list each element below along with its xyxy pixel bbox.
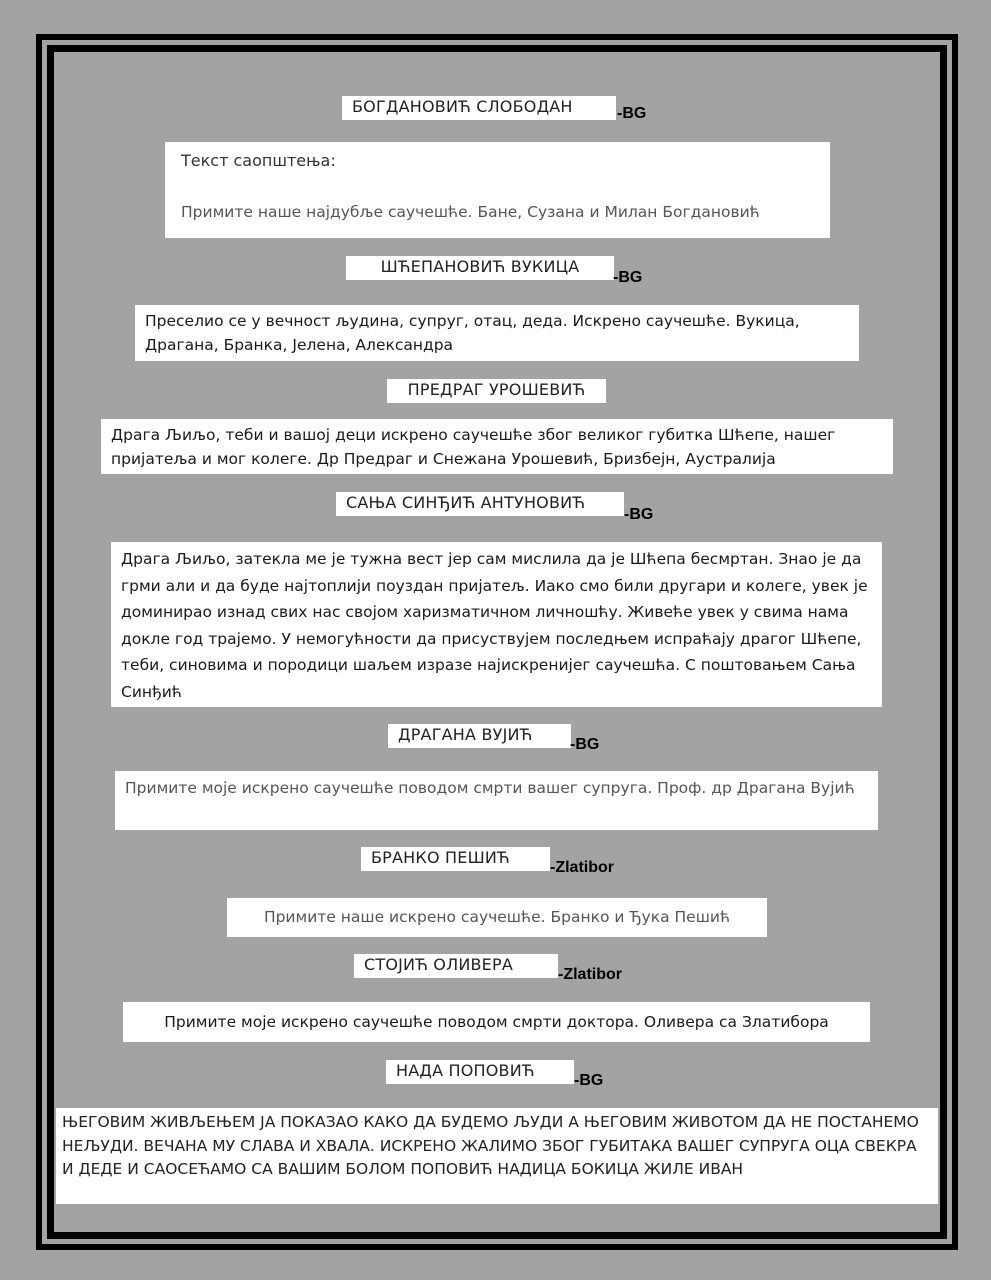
entry-message [227, 898, 767, 937]
entry-name: БРАНКО ПЕШИЋ [361, 847, 550, 871]
entry-name: ПРЕДРАГ УРОШЕВИЋ [387, 379, 606, 403]
entry-name: БОГДАНОВИЋ СЛОБОДАН [342, 96, 616, 120]
message-intro: Текст саопштења: [181, 151, 336, 170]
entry-location: -BG [617, 105, 647, 122]
entry-message [135, 305, 859, 361]
message-text: Примите моје искрено саучешће поводом смрти доктора. Оливера са Златибора [164, 1013, 829, 1031]
message-text: Драга Љиљо, затекла ме је тужна вест јер сам мислила да је Шћепа бесмртан. Знао је да грми али и да буде најтоплији поуздан пријатељ. Иако смо били другари и колеге, увек је доминирао изнад свих нас својом харизматичном личношћу. Живеће увек у свима нама докле год трајемо. У немогућности да присуствујем последњем испраћају драгог Шћепе, теби, синовима и породици шаљем изразе најискренијег саучешћа. С поштовањем Сања Синђић [121, 550, 868, 701]
entry-name: ДРАГАНА ВУЈИЋ [388, 724, 571, 748]
entry-message [56, 1108, 938, 1204]
entry-location: -BG [624, 506, 654, 523]
entry-name: САЊА СИНЂИЋ АНТУНОВИЋ [336, 492, 624, 516]
entry-location: -BG [574, 1072, 604, 1089]
entry-location: -Zlatibor [550, 859, 614, 876]
entry-location: -Zlatibor [558, 966, 622, 983]
message-text: Драга Љиљо, теби и вашој деци искрено саучешће због великог губитка Шћепе, нашег пријатеља и мог колеге. Др Предраг и Снежана Урошевић, Бризбејн, Аустралија [111, 426, 836, 468]
entry-message [101, 419, 893, 474]
entry-location: -BG [613, 269, 643, 286]
message-text: Примите моје искрено саучешће поводом смрти вашег супруга. Проф. др Драгана Вујић [125, 779, 855, 797]
entry-message [123, 1002, 870, 1042]
entry-message [165, 142, 830, 238]
message-text: ЊЕГОВИМ ЖИВЉЕЊЕМ ЈА ПОКАЗАО КАКО ДА БУДЕМО ЉУДИ А ЊЕГОВИМ ЖИВОТОМ ДА НЕ ПОСТАНЕМО НЕЉУДИ. ВЕЧАНА МУ СЛАВА И ХВАЛА. ИСКРЕНО ЖАЛИМО ЗБОГ ГУБИТАКА ВАШЕГ СУПРУГА ОЦА СВЕКРА И ДЕДЕ И САОСЕЋАМО СА ВАШИМ БОЛОМ ПОПОВИЋ НАДИЦА БОКИЦА ЖИЛЕ ИВАН [62, 1113, 919, 1178]
entry-name: НАДА ПОПОВИЋ [386, 1060, 574, 1084]
entry-message [115, 771, 878, 830]
entry-name: СТОЈИЋ ОЛИВЕРА [354, 954, 558, 978]
message-text: Примите наше искрено саучешће. Бранко и Ђука Пешић [263, 908, 731, 926]
entry-location: -BG [570, 736, 600, 753]
entry-message [111, 542, 882, 707]
entry-name: ШЋЕПАНОВИЋ ВУКИЦА [346, 256, 614, 280]
message-text: Преселио се у вечност људина, супруг, отац, деда. Искрено саучешће. Вукица, Драгана, Бранка, Јелена, Александра [145, 312, 800, 354]
message-text: Примите наше најдубље саучешће. Бане, Сузана и Милан Богдановић [181, 203, 760, 221]
